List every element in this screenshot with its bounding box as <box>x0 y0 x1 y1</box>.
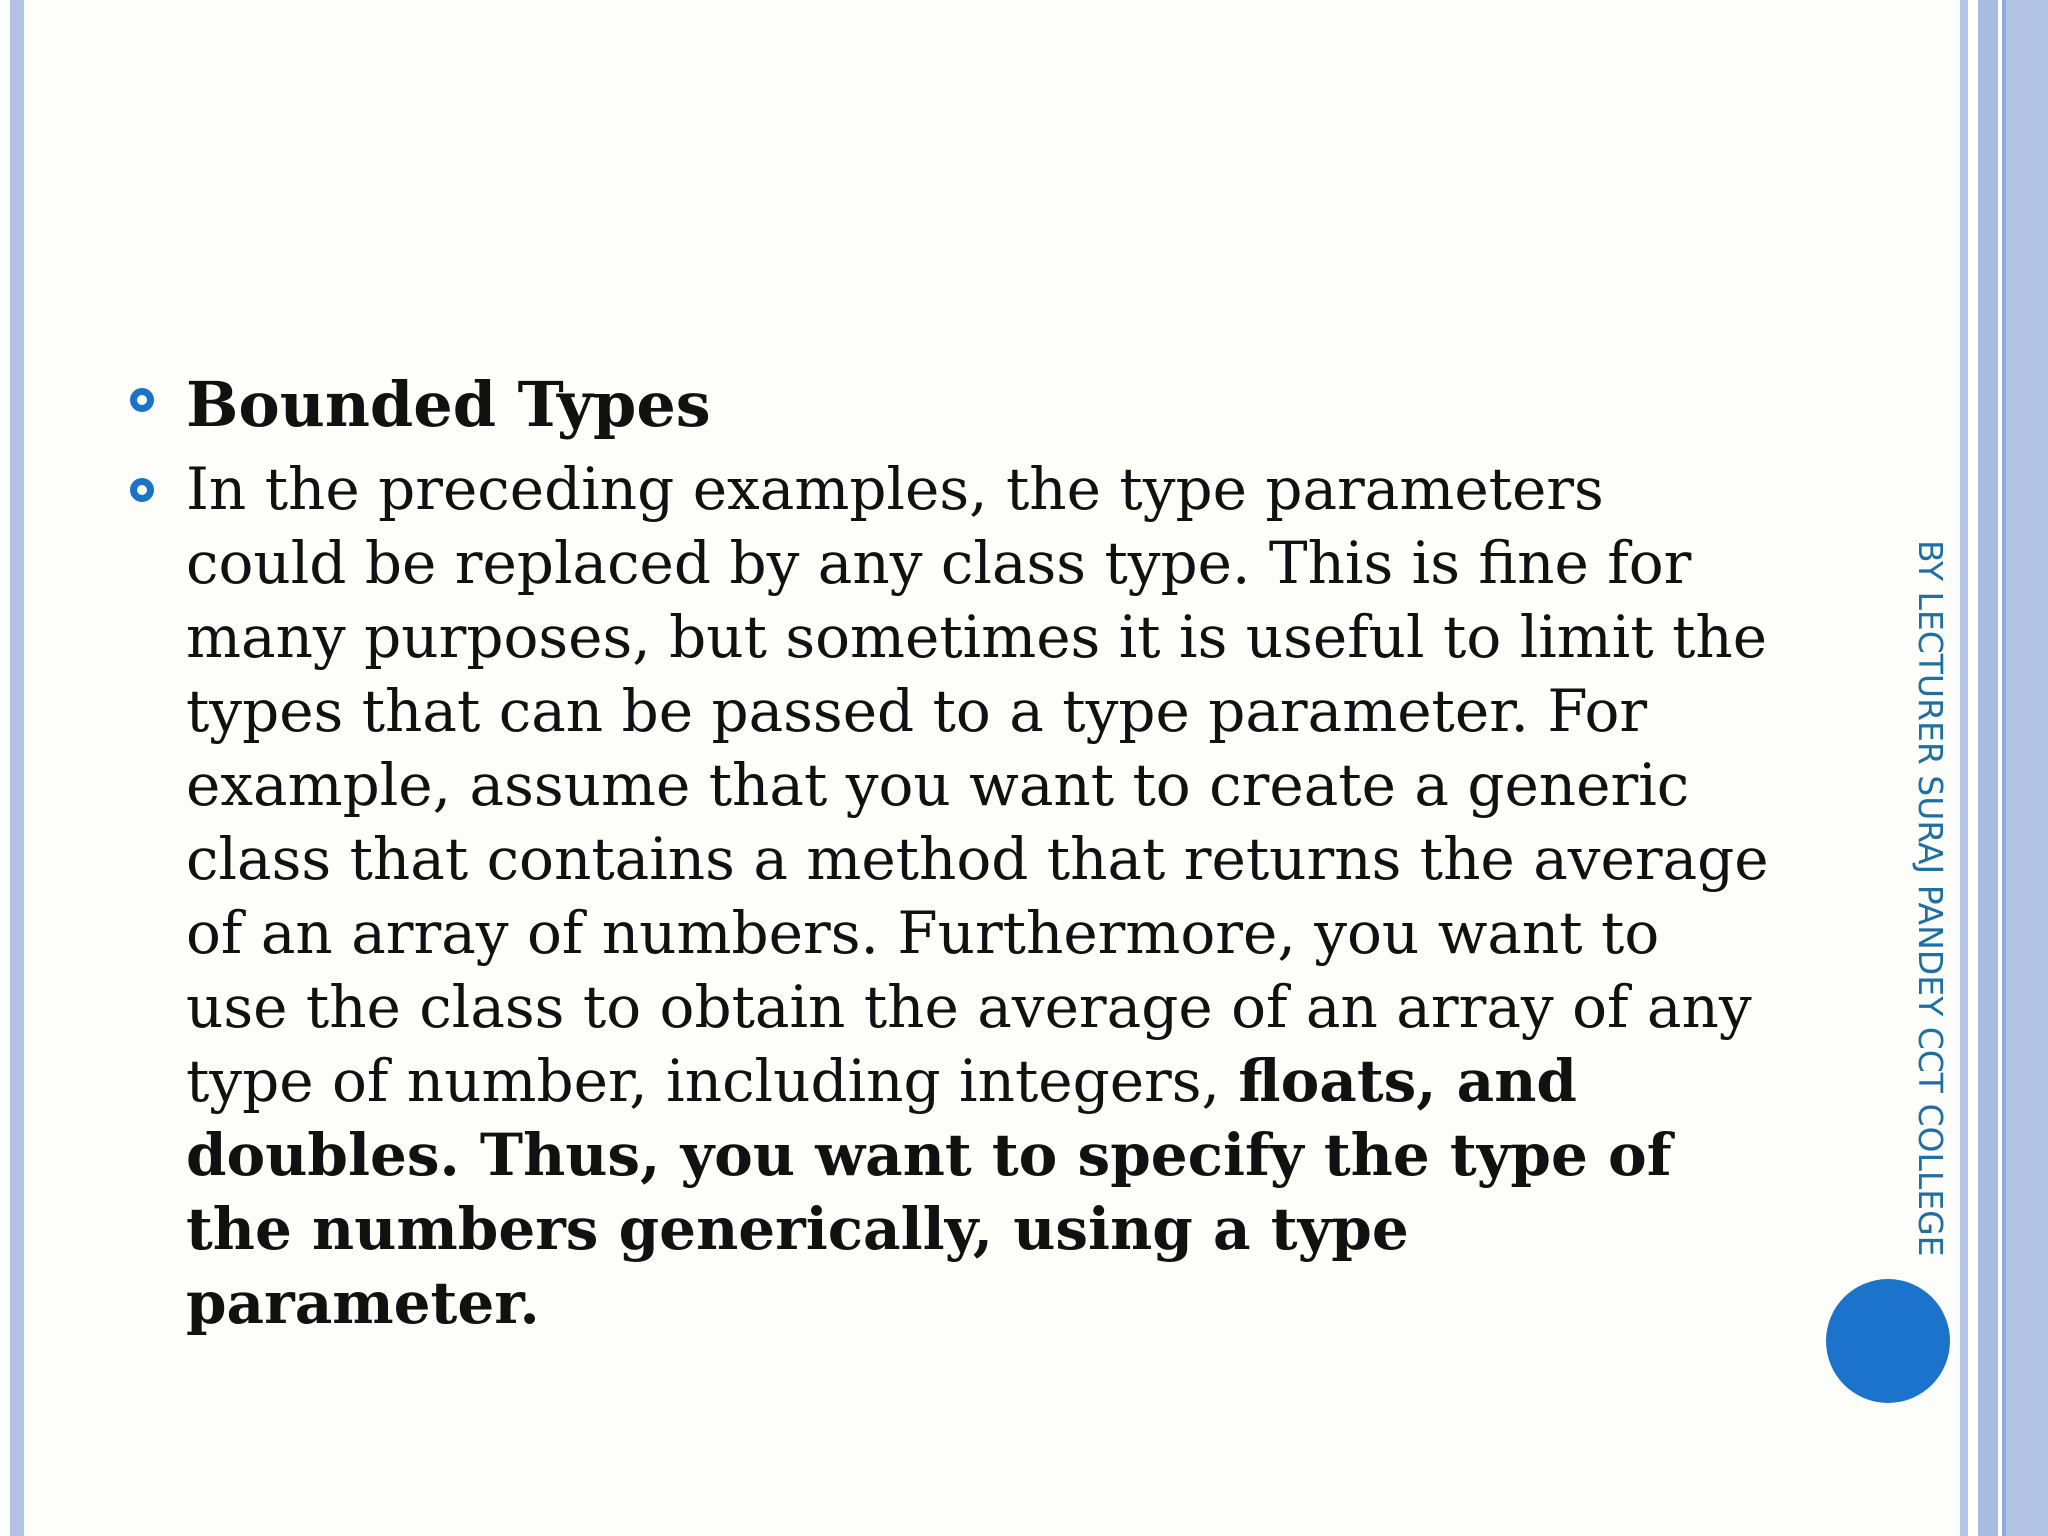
paragraph-normal-text: In the preceding examples, the type parameters could be replaced by any class type. This is fine for many purposes, but sometimes it is useful to limit the types that can be passed to a type parameter. For example, assume that you want to create a generic class that contains a method that returns the average of an array of numbers. Furthermore, you want to use the class to obtain the average of an array of any type of number, including integers, <box>186 455 1769 1115</box>
slide-content <box>130 360 1770 1340</box>
slide-heading: Bounded Types <box>186 368 711 441</box>
right-frame-outer-band <box>2006 0 2048 1536</box>
right-frame-line <box>1960 0 1968 1536</box>
decorative-circle <box>1826 1279 1950 1403</box>
bullet-paragraph <box>130 452 1770 1340</box>
paragraph-bold-text: floats, and doubles. Thus, you want to specify the type of the numbers generically, using a type parameter. <box>186 1047 1672 1337</box>
left-decorative-stripe <box>10 0 24 1536</box>
bullet-ring-icon <box>130 478 154 502</box>
bullet-heading <box>130 360 1770 450</box>
bullet-ring-icon <box>130 388 154 412</box>
vertical-footer-text: BY LECTURER SURAJ PANDEY CCT COLLEGE <box>1911 540 1950 1257</box>
right-frame-band <box>1978 0 1998 1536</box>
right-frame-gap <box>1968 0 1978 1536</box>
